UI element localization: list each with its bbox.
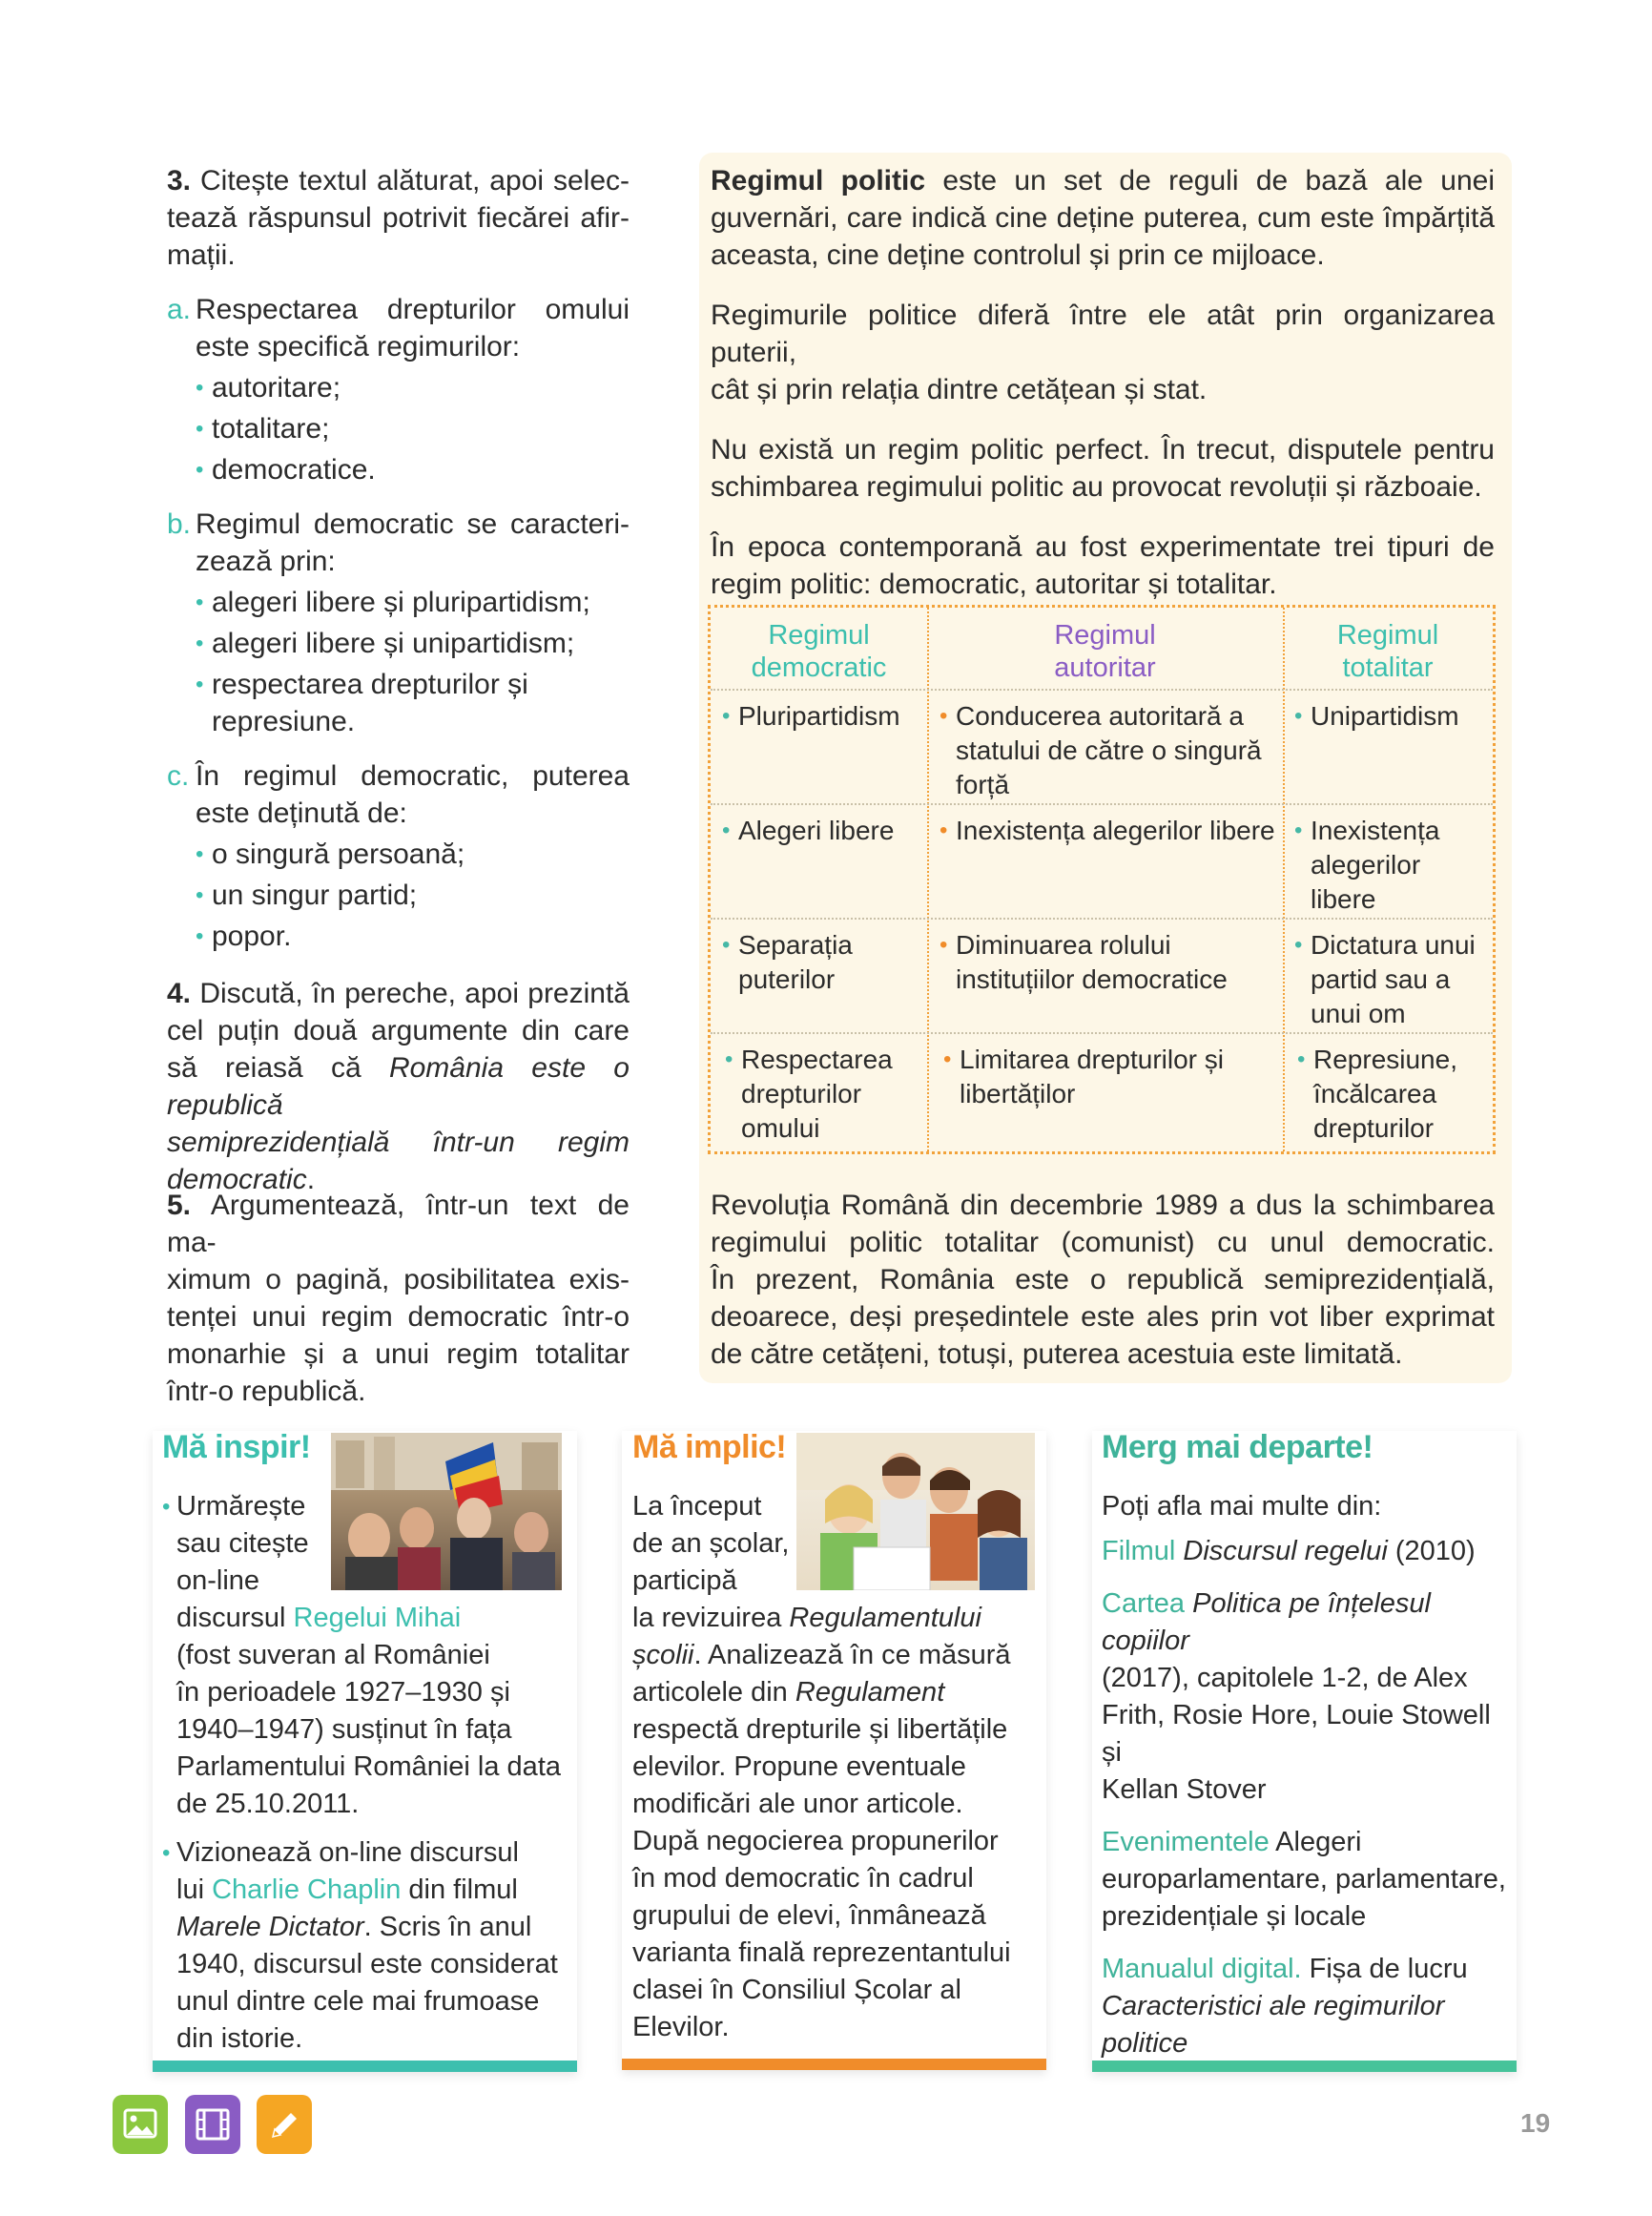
option-item[interactable]: • democratice. <box>196 451 630 488</box>
card-inspire-title: Mă inspir! <box>162 1429 311 1465</box>
list-item: • Urmărește sau citește on-line discursul Regelui Mihai (fost suveran al României în perioadele 1927–1930 și 1940–1947) susținut în fața Parlamentului României la data de 25.10.2011. <box>162 1488 563 1823</box>
card-accent-bar <box>622 2059 1046 2070</box>
option-item[interactable]: • totalitare; <box>196 410 630 447</box>
table-cell: • Diminuarea rolului instituțiilor democratice <box>940 928 1290 997</box>
table-cell: • Respectarea drepturilor omului <box>725 1043 937 1146</box>
resource-film[interactable]: Filmul Discursul regelui (2010) <box>1102 1536 1476 1566</box>
card-go-further-title: Merg mai departe! <box>1102 1429 1373 1465</box>
pencil-glyph <box>257 2095 312 2154</box>
list-item: • Vizionează on-line discursul lui Charlie Chaplin din filmul Marele Dictator. Scris în anul 1940, discursul este considerat unul dintre cele mai frumoase din istorie. <box>162 1834 563 2058</box>
table-cell: • Separația puterilor <box>722 928 934 997</box>
info-text-bottom: Revoluția Română din decembrie 1989 a dus la schimbarea regimului politic totalitar (comunist) cu unul democratic. În prezent, România este o republică semiprezidențială, deoarece, deși președintele este ales prin vot liber exprimat de către cetățeni, totuși, puterea acestuia este limitată. <box>711 1190 1495 1370</box>
image-icon[interactable] <box>113 2095 168 2154</box>
exercise-5: 5. Argumentează, într-un text de ma- ximum o pagină, posibilitatea exis- tenței unui regim democratic într-o monarhie și a unui regim totalitar într-o republică. <box>167 1190 630 1407</box>
resource-events[interactable]: Evenimentele Alegeri europarlamentare, parlamentare, prezidențiale și locale <box>1102 1827 1506 1932</box>
table-cell: • Pluripartidism <box>722 699 934 734</box>
table-header-democratic: Regimul democratic <box>751 620 887 683</box>
info-text-top: Regimul politic este un set de reguli de bază ale unei guvernări, care indică cine deține puterea, cum este împărțită aceasta, cine deține controlul și prin ce mijloace. Regimurile politice diferă între ele atât prin organizarea puterii, cât și prin relația dintre cetățean și stat. Nu există un regim politic perfect. În trecut, disputele pentru schimbarea regimului politic au provocat revoluții și războaie. În epoca contemporană au fost experimentate trei tipuri de regim politic: democratic, autoritar și totalitar. <box>711 165 1495 600</box>
resource-digital-manual[interactable]: Manualul digital. Fișa de lucru Caracteristici ale regimurilor politice <box>1102 1954 1468 2059</box>
resource-book[interactable]: Cartea Politica pe înțelesul copiilor (2017), capitolele 1-2, de Alex Frith, Rosie Hore, Louie Stowell și Kellan Stover <box>1102 1588 1491 1805</box>
table-divider <box>711 803 1493 805</box>
video-icon[interactable] <box>185 2095 240 2154</box>
table-cell: • Represiune, încălcarea drepturilor <box>1297 1043 1509 1146</box>
table-divider <box>711 918 1493 920</box>
option-item[interactable]: • o singură persoană; <box>196 836 630 873</box>
option-item[interactable]: • alegeri libere și unipartidism; <box>196 625 630 662</box>
pencil-icon[interactable] <box>257 2095 312 2154</box>
table-cell: • Inexistența alegerilor libere <box>940 814 1294 848</box>
exercise-3b: b. Regimul democratic se caracteri- zează prin: • alegeri libere și pluripartidism; • alegeri libere și unipartidism; • respectarea drepturilor și represiune. <box>167 506 630 740</box>
link-king-mihai[interactable]: Regelui Mihai <box>293 1603 462 1633</box>
option-item[interactable]: • popor. <box>196 918 630 955</box>
card-accent-bar <box>153 2061 577 2072</box>
option-item[interactable]: • alegeri libere și pluripartidism; <box>196 584 630 621</box>
exercise-3c: c. În regimul democratic, puterea este deținută de: • o singură persoană; • un singur partid; • popor. <box>167 757 630 955</box>
option-item[interactable]: • respectarea drepturilor și represiune. <box>196 666 630 740</box>
card-go-further-body: Poți afla mai multe din: Filmul Discursul regelui (2010) Cartea Politica pe înțelesul copiilor (2017), capitolele 1-2, de Alex Frith, Rosie Hore, Louie Stowell și Kellan Stover Evenimentele Alegeri europarlamentare, parlamentare, prezidențiale și locale Manualul digital. Fișa de lucru Caracteristici ale regimurilor politice <box>1102 1488 1512 2062</box>
exercise-3: 3. Citește textul alăturat, apoi selec- tează răspunsul potrivit fiecărei afir- mații. a. Respectarea drepturilor omului este specifică regimurilor: • autoritare; • totalitare; • democratice. b. Regimul democratic se caracteri- zează prin: • alegeri libere și pluripartidism; • alegeri libere și unipartidism; • respectarea drepturilor și represiune. c. În regimul democratic, puterea este deținută de: • o singură persoană; • un singur partid; • popor. <box>167 162 630 955</box>
table-divider <box>711 689 1493 691</box>
exercise-3a: a. Respectarea drepturilor omului este specifică regimurilor: • autoritare; • totalitare; • democratice. <box>167 291 630 488</box>
film-glyph <box>185 2095 240 2154</box>
table-cell: • Inexistența alegerilor libere <box>1294 814 1506 917</box>
regime-comparison-table <box>708 605 1496 1154</box>
card-inspire-body <box>162 1488 563 2058</box>
exercise-4: 4. Discută, în pereche, apoi prezintă cel puțin două argumente din care să reiasă că România este o republică semiprezidențială într-un regim democratic. <box>167 978 630 1195</box>
table-header-totalitarian: Regimul totalitar <box>1336 620 1439 683</box>
link-charlie-chaplin[interactable]: Charlie Chaplin <box>212 1874 402 1905</box>
table-header-authoritarian: Regimul autoritar <box>1054 620 1156 683</box>
table-divider <box>711 1032 1493 1034</box>
page-number: 19 <box>1520 2108 1551 2138</box>
option-item[interactable]: • autoritare; <box>196 369 630 406</box>
table-cell: • Limitarea drepturilor și libertăților <box>943 1043 1293 1111</box>
table-cell: • Unipartidism <box>1294 699 1506 734</box>
option-item[interactable]: • un singur partid; <box>196 877 630 914</box>
card-involve-title: Mă implic! <box>632 1429 787 1465</box>
table-cell: • Alegeri libere <box>722 814 934 848</box>
card-involve-body: La început de an școlar, participă la revizuirea Regulamentului școlii. Analizează în ce măsură articolele din Regulament respectă drepturile și libertățile elevilor. Propune eventuale modificări ale unor articole. După negocierea propunerilor în mod democratic în cadrul grupului de elevi, înmânează varianta finală reprezentantului clasei în Consiliul Școlar al Elevilor. <box>632 1491 1011 2042</box>
table-cell: • Conducerea autoritară a statului de către o singură forță <box>940 699 1290 802</box>
table-cell: • Dictatura unui partid sau a unui om <box>1294 928 1506 1031</box>
image-glyph <box>113 2095 168 2154</box>
